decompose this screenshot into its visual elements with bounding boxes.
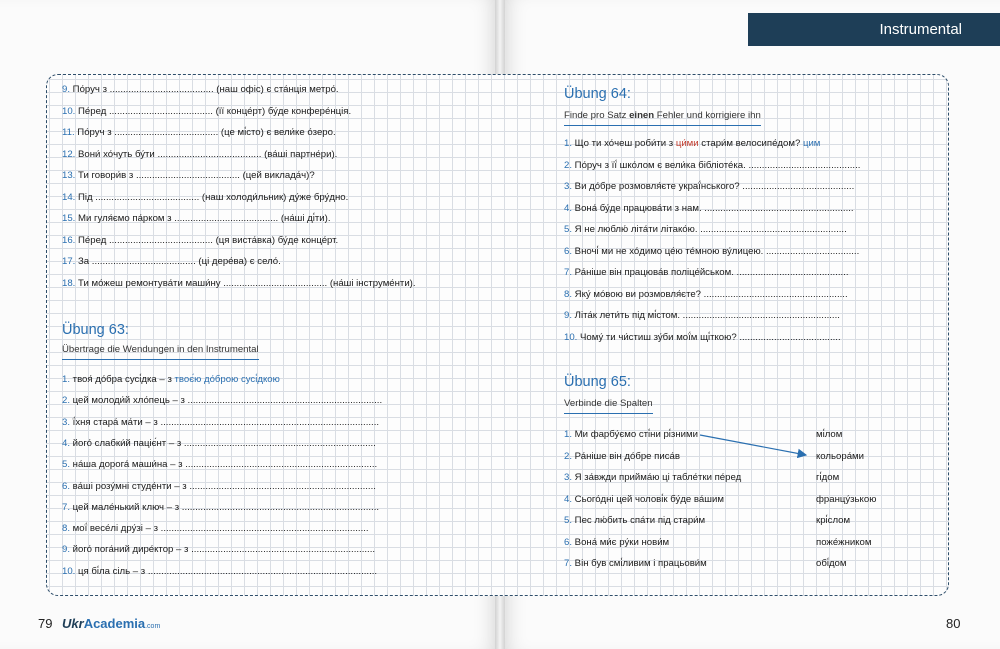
exercise-65-right-item: поже́жником (816, 536, 872, 548)
item-number: 3. (564, 181, 575, 192)
exercise-65-right-item: мі́лом (816, 429, 843, 440)
exercise-64-item (564, 332, 841, 344)
item-text: його́ слабки́й паціє́нт – з ........................................................................ (72, 437, 376, 449)
exercise-64-item (564, 181, 854, 193)
item-number: 10. (62, 105, 79, 117)
item-text: Пе́ред ....................................... (її конце́рт) бу́де конфере́нція. (78, 105, 352, 117)
exercise-62-line (62, 127, 336, 139)
exercise-65-instruction: Verbinde die Spalten (564, 398, 653, 414)
exercise-65-left-item (564, 515, 705, 527)
item-number: 5. (62, 459, 73, 471)
item-text: на́ша дорога́ маши́на – з ........................................................................ (72, 459, 378, 471)
item-number: 2. (564, 159, 575, 171)
item-text: Вночі́ ми не хо́димо це́ю те́мною ву́лицею. ................................... (574, 245, 860, 257)
item-number: 15. (62, 213, 79, 224)
item-text: Ви до́бре розмовля́єте украї́нського? .......................................... (574, 181, 855, 192)
exercise-63-item (62, 459, 377, 471)
item-number: 7. (62, 501, 73, 513)
item-text: ва́ші розу́мні студе́нти – з ...................................................................... (72, 480, 376, 492)
item-text: Яку́ мо́вою ви розмовля́єте? ...................................................... (574, 288, 848, 300)
item-number: 4. (564, 493, 575, 505)
exercise-63-item (62, 544, 375, 556)
item-number: 6. (564, 536, 575, 548)
item-text: По́руч з ....................................... (це мі́сто) є вели́ке о́зеро. (77, 127, 336, 138)
item-text: Я не люблю́ літа́ти літако́ю. ....................................................... (574, 224, 847, 235)
exercise-65-left-item (564, 451, 680, 463)
exercise-64-item (564, 203, 854, 215)
item-text: мої́ весе́лі дру́зі – з .............................................................................. (72, 523, 369, 535)
exercise-65-left-item (564, 429, 698, 441)
item-text: стари́м велосипе́дом? (698, 138, 803, 149)
item-number: 2. (62, 395, 73, 407)
exercise-65-right-item: крі́слом (816, 515, 851, 526)
item-number: 13. (62, 170, 79, 181)
item-text: По́руч з ....................................... (наш офіс) є ста́нція метро́. (72, 84, 339, 95)
item-text: Ти мо́жеш ремонтува́ти маши́ну ....................................... (на́ші інструме́нти). (78, 277, 416, 289)
exercise-62-line (62, 256, 281, 268)
item-number: 5. (564, 224, 575, 235)
item-text: Він був смі́ливим і працьови́м (574, 558, 707, 569)
item-text: Ра́ніше він працюва́в поліце́йськом. .......................................... (574, 267, 849, 278)
item-text: Ми гуля́ємо па́рком з ....................................... (на́ші ді́ти). (78, 213, 331, 224)
exercise-63-item (62, 395, 382, 407)
exercise-63-item (62, 566, 377, 578)
ukracademia-logo: UkrAcademia.com (62, 616, 161, 631)
exercise-65-left-item (564, 558, 707, 570)
instruction-text: Finde pro Satz (564, 110, 630, 121)
exercise-62-line (62, 149, 337, 161)
item-text: ця бі́ла сіль – з ...................................................................................... (78, 565, 378, 577)
item-text: Ра́ніше він до́бре писа́в (574, 450, 680, 462)
item-number: 4. (62, 437, 73, 449)
item-number: 10. (564, 331, 581, 343)
item-text: ї́хня стара́ ма́ти – з .................................................................................. (72, 416, 380, 428)
example-correction: цим (802, 138, 821, 149)
item-number: 9. (62, 84, 73, 95)
item-text: Вони́ хо́чуть бу́ти ....................................... (ва́ші партне́ри). (78, 148, 338, 160)
exercise-64-item (564, 224, 847, 236)
item-number: 1. (564, 429, 575, 440)
exercise-64-item (564, 246, 859, 258)
exercise-64-item (564, 310, 840, 322)
item-number: 6. (62, 480, 73, 492)
exercise-65-left-item (564, 472, 741, 484)
item-text: Під ....................................... (наш холоди́льник) ду́же бру́дно. (78, 191, 349, 203)
exercise-63-item (62, 502, 379, 514)
exercise-63-item (62, 523, 369, 535)
page-number-right: 80 (946, 616, 961, 631)
exercise-62-line (62, 235, 338, 247)
exercise-65-right-item: гі́дом (816, 472, 840, 483)
item-text: Ми фарбу́ємо сті́ни рі́зними (574, 429, 698, 440)
item-number: 3. (62, 416, 73, 428)
exercise-63-item (62, 438, 376, 450)
item-text: Літа́к лети́ть під мі́стом. ........................................................... (574, 310, 840, 321)
item-text: Вона́ ми́є ру́ки нови́м (574, 536, 670, 548)
item-number: 2. (564, 450, 575, 462)
item-text: твоя́ до́бра сусі́дка – з (72, 374, 175, 385)
item-number: 8. (564, 288, 575, 300)
page-number-left: 79 (38, 616, 53, 631)
item-text: Чому́ ти чи́стиш зу́би мої́м щі́ткою? ...................................... (580, 331, 841, 343)
item-number: 4. (564, 202, 575, 214)
item-text: Пес лю́бить спа́ти під стари́м (574, 515, 706, 526)
exercise-63-item (62, 481, 376, 493)
instruction-bold: einen (629, 110, 655, 121)
exercise-65-left-item (564, 494, 724, 506)
item-text: Вона́ бу́де працюва́ти з нам. ........................................................ (574, 202, 854, 214)
exercise-64-item (564, 289, 848, 301)
instruction-text: Fehler und korrigiere ihn (654, 110, 761, 121)
item-text: Ти говори́в з ....................................... (цей виклада́ч)? (78, 170, 315, 181)
item-text: цей молоди́й хло́пець – з ......................................................................... (72, 395, 383, 407)
item-text: Що ти хо́чеш роби́ти з (574, 138, 676, 149)
item-number: 3. (564, 472, 575, 483)
item-number: 6. (564, 245, 575, 257)
item-text: За ....................................... (ці дере́ва) є село́. (78, 256, 281, 267)
exercise-64-item (564, 138, 820, 150)
item-number: 18. (62, 277, 79, 289)
exercise-64-item (564, 267, 849, 279)
exercise-63-item (62, 374, 280, 386)
item-number: 1. (564, 138, 575, 149)
item-number: 12. (62, 148, 79, 160)
item-number: 16. (62, 234, 79, 246)
exercise-64-item (564, 160, 860, 172)
item-text: його́ пога́ний дире́ктор – з ..................................................................... (72, 544, 376, 556)
item-number: 11. (62, 127, 78, 138)
item-number: 1. (62, 374, 73, 385)
chapter-title: Instrumental (879, 21, 962, 38)
item-number: 8. (62, 523, 73, 535)
item-text: Я за́вжди прийма́ю ці табле́тки пе́ред (574, 472, 742, 483)
exercise-65-right-item: францу́зькою (816, 493, 877, 505)
exercise-63-item (62, 417, 379, 429)
exercise-62-line (62, 192, 348, 204)
exercise-63-title: Übung 63: (62, 322, 129, 338)
exercise-64-instruction (564, 110, 761, 126)
item-number: 9. (564, 310, 575, 321)
exercise-65-right-item: обі́дом (816, 558, 847, 569)
exercise-62-line (62, 170, 315, 182)
item-number: 14. (62, 191, 79, 203)
marked-error: ци́ми (675, 138, 699, 149)
item-number: 5. (564, 515, 575, 526)
item-text: По́руч з її́ шко́лом є вели́ка бібліоте́ка. .......................................... (574, 159, 861, 171)
exercise-62-line (62, 213, 331, 225)
item-number: 17. (62, 256, 79, 267)
exercise-64-title: Übung 64: (564, 86, 631, 102)
exercise-63-instruction: Übertrage die Wendungen in den Instrumental (62, 344, 259, 360)
exercise-65-title: Übung 65: (564, 374, 631, 390)
exercise-62-line (62, 84, 339, 96)
exercise-62-line (62, 278, 416, 290)
item-number: 10. (62, 565, 79, 577)
item-text: Сього́дні цей чолові́к бу́де ва́шим (574, 493, 724, 505)
item-text: цей мале́нький ключ – з .......................................................................... (72, 501, 380, 513)
item-number: 7. (564, 267, 575, 278)
item-number: 9. (62, 544, 73, 556)
exercise-62-line (62, 106, 351, 118)
example-answer: твоє́ю до́брою сусі́дкою (174, 374, 280, 385)
item-text: Пе́ред ....................................... (ця виста́вка) бу́де конце́рт. (78, 234, 339, 246)
exercise-65-right-item: кольора́ми (816, 450, 864, 462)
exercise-65-left-item (564, 537, 669, 549)
item-number: 7. (564, 558, 575, 569)
chapter-header (748, 13, 1000, 46)
